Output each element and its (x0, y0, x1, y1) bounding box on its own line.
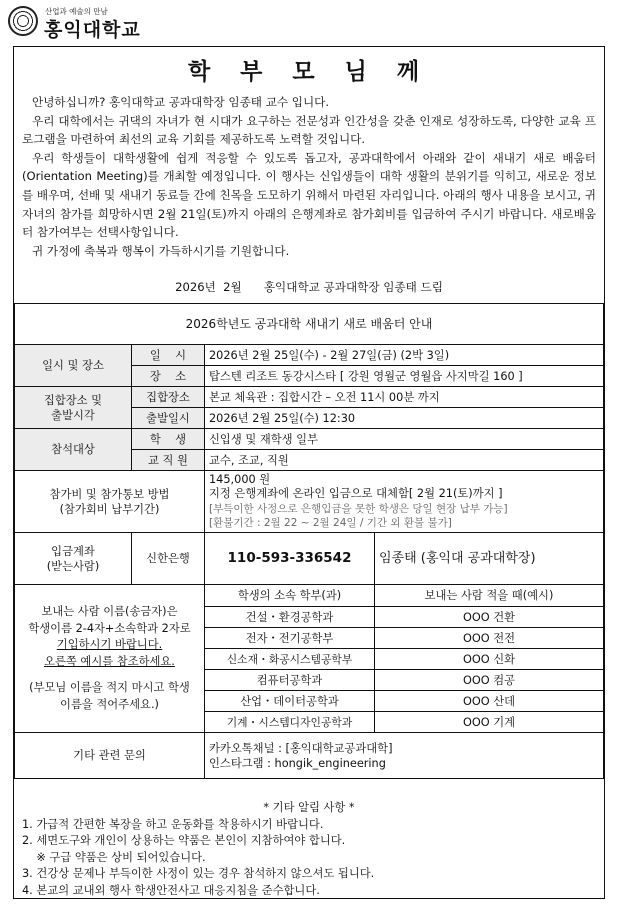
letter-title: 학 부 모 님 께 (187, 59, 431, 85)
student-value: 신입생 및 재학생 일부 (205, 429, 604, 450)
fee-label-line: (참가회비 납부기간) (59, 502, 160, 516)
notice-section (14, 800, 604, 899)
staff-value: 교수, 조교, 직원 (205, 450, 604, 471)
bank-name: 신한은행 (132, 533, 205, 585)
date-label: 일 시 (132, 345, 205, 366)
dept-name: 기계・시스템디자인공학과 (205, 712, 375, 733)
fee-note: [부득이한 사정으로 은행입금을 못한 학생은 당일 현장 납부 가능] (209, 502, 508, 515)
letter-paragraph: 우리 대학에서는 귀댁의 자녀가 현 시대가 요구하는 전문성과 인간성을 갖춘 인재로 성장하도록, 다양한 교육 프로그램을 마련하여 최선의 교육 기회를 제공하도록 노력할 것입니다. (22, 113, 596, 147)
account-label-line: (받는사람) (46, 559, 100, 573)
fee-details (205, 471, 604, 533)
fee-note: [환불기간 : 2월 22 ~ 2월 24일 / 기간 외 환불 불가] (209, 517, 452, 529)
info-table (14, 303, 604, 779)
sign-name: 홍익대학교 공과대학장 임종태 드림 (263, 280, 443, 294)
depart-label: 출발일시 (132, 408, 205, 429)
fee-label (15, 471, 205, 533)
sender-instructions (15, 585, 205, 733)
student-label: 학 생 (132, 429, 205, 450)
letter-paragraph: 우리 학생들이 대학생활에 쉽게 적응할 수 있도록 돕고자, 공과대학에서 아래와 같이 새내기 새로 배움터(Orientation Meeting)를 개최할 예정입니다. 이 행사는 신입생들이 대학 생활의 분위기를 익히고, 새로운 정보를 배우며, 선배 및 새내기 동료들 간에 친목을 도모하기 위해서 마련된 자리입니다. 아래의 행사 내용을 보시고, 귀 자녀의 참가를 희망하시면 2월 21일(토)까지 아래의 은행계좌로 참가회비를 입금하여 주시기 바랍니다. 새로배움터 참가여부는 선택사항입니다. (22, 150, 597, 240)
letter-paragraph: 귀 가정에 축복과 행복이 가득하시기를 기원합니다. (32, 243, 290, 258)
dept-example: OOO 건환 (375, 607, 604, 628)
notice-title: * 기타 알림 사항 * (263, 801, 355, 814)
account-number: 110-593-336542 (205, 533, 375, 585)
sender-line: 학생이름 2-4자+소속학과 2자로 (28, 621, 191, 635)
notice-item: 2. 세면도구와 개인이 상용하는 약품은 본인이 지참하여야 합니다. (22, 834, 346, 847)
fee-method: 지정 은행계좌에 온라인 입금으로 대체함[ 2월 21(토)까지 ] (209, 487, 503, 500)
contact-label: 기타 관련 문의 (15, 733, 205, 779)
contact-details (205, 733, 604, 779)
university-tagline: 산업과 예술의 만남 (45, 7, 108, 16)
dept-example: OOO 컴공 (375, 670, 604, 691)
notice-item: 1. 가급적 간편한 복장을 하고 운동화를 착용하시기 바랍니다. (22, 817, 324, 831)
dept-example: OOO 기계 (375, 712, 604, 733)
contact-kakao: 카카오톡채널 : [홍익대학교공과대학] (209, 741, 393, 755)
sender-line: 보내는 사람 이름(송금자)은 (41, 605, 178, 618)
dept-name: 산업・데이터공학과 (205, 691, 375, 712)
document-frame (13, 46, 605, 899)
university-seal-icon (8, 6, 38, 36)
place-value: 탑스텐 리조트 동강시스타 [ 강원 영월군 영월읍 사지막길 160 ] (205, 366, 604, 387)
account-label (15, 533, 132, 585)
fee-amount: 145,000 원 (209, 472, 271, 486)
date-value: 2026년 2월 25일(수) - 2월 27일(금) (2박 3일) (205, 345, 604, 366)
dept-example: OOO 신화 (375, 649, 604, 670)
schedule-label: 일시 및 장소 (15, 345, 132, 387)
dept-example: OOO 산데 (375, 691, 604, 712)
page-header (8, 4, 308, 40)
letter-paragraph: 안녕하십니까? 홍익대학교 공과대학장 임종태 교수 입니다. (32, 95, 330, 109)
fee-label-line: 참가비 및 참가통보 방법 (49, 487, 170, 501)
gather-label (15, 387, 132, 429)
staff-label: 교 직 원 (132, 450, 205, 471)
sender-line: 오른쪽 예시를 참조하세요. (44, 654, 175, 668)
place-label: 장 소 (132, 366, 205, 387)
gather-label-line: 출발시각 (51, 408, 95, 422)
attendee-label: 참석대상 (15, 429, 132, 471)
dept-name: 컴퓨터공학과 (205, 670, 375, 691)
account-label-line: 입금계좌 (51, 544, 95, 558)
sender-line: 기입하시기 바랍니다. (56, 638, 163, 651)
dept-name: 전자・전기공학부 (205, 628, 375, 649)
notice-item: ※ 구급 약품은 상비 되어있습니다. (22, 850, 206, 864)
depart-value: 2026년 2월 25일(수) 12:30 (205, 408, 604, 429)
sender-note: 이름을 적어주세요.) (60, 697, 159, 711)
notice-item: 4. 본교의 교내외 행사 학생안전사고 대응지침을 준수합니다. (22, 883, 320, 897)
letter-body (22, 93, 596, 260)
example-header: 보내는 사람 적을 때(예시) (375, 585, 604, 607)
contact-instagram: 인스타그램 : hongik_engineering (209, 756, 386, 770)
dept-name: 신소재・화공시스템공학부 (205, 649, 375, 670)
letter-signature (14, 279, 604, 295)
sign-date: 2026년 2월 (175, 280, 242, 294)
gather-label-line: 집합장소 및 (43, 393, 103, 407)
dept-example: OOO 전전 (375, 628, 604, 649)
university-name: 홍익대학교 (44, 19, 141, 41)
info-section-title: 2026학년도 공과대학 새내기 새로 배움터 안내 (15, 304, 604, 345)
sender-note: (부모님 이름을 적지 마시고 학생 (29, 681, 190, 694)
gather-place-value: 본교 체육관 : 집합시간 – 오전 11시 00분 까지 (205, 387, 604, 408)
dept-header: 학생의 소속 학부(과) (205, 585, 375, 607)
dept-name: 건설・환경공학과 (205, 607, 375, 628)
gather-place-label: 집합장소 (132, 387, 205, 408)
notice-item: 3. 건강상 문제나 부득이한 사정이 있는 경우 참석하지 않으셔도 됩니다. (22, 867, 375, 880)
account-holder: 임종태 (홍익대 공과대학장) (375, 533, 604, 585)
